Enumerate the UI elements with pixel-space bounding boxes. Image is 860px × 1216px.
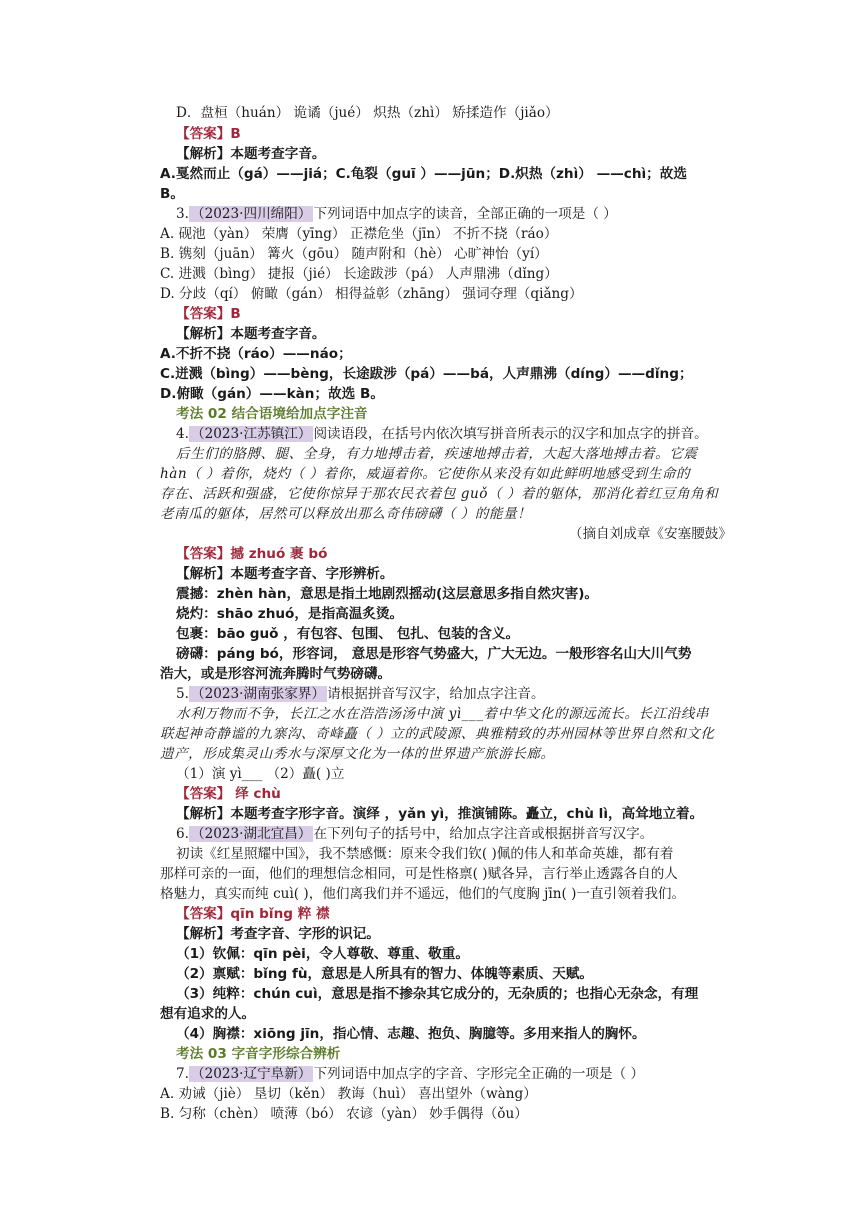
q3-stem (176, 204, 748, 224)
q5-analysis: 【解析】本题考查字形字音。演绎 ，yǎn yì，推演铺陈。矗立，chù lì，高耸地立着。 (176, 806, 704, 822)
q3-analysis-title: 【解析】本题考查字音。 (176, 326, 326, 342)
section-heading-kaofa-02: 考法 02 结合语境给加点字注音 (176, 406, 368, 422)
q3-option-c: C. 进溅（bìng） 捷报（jié） 长途跋涉（pá） 人声鼎沸（dǐng） (160, 266, 558, 282)
q7-source-tag: （2023·辽宁阜新） (190, 1066, 312, 1082)
q6-stem (176, 824, 748, 844)
q3-answer: 【答案】B (176, 306, 241, 322)
q6-analysis-3-cont: 想有追求的人。 (160, 1006, 256, 1022)
q4-question: 阅读语段，在括号内依次填写拼音所表示的汉字和加点字的拼音。 (313, 426, 708, 442)
q5-passage-line-1: 水利万物而不争，长江之水在浩浩汤汤中演 yì___着中华文化的源远流长。长江沿线串 (176, 706, 710, 722)
q5-passage-line-2: 联起神奇静谧的九寨沟、奇峰矗（ ）立的武陵源、典雅精致的苏州园林等世界自然和文化 (160, 726, 715, 742)
q3-option-b: B. 镌刻（juān） 篝火（gōu） 随声附和（hè） 心旷神怡（yí） (160, 246, 548, 262)
q4-passage-line-1: 后生们的胳膊、腿、全身，有力地搏击着，疾速地搏击着，大起大落地搏击着。它震 (176, 446, 698, 462)
q2-analysis-end: B。 (160, 186, 184, 202)
q3-option-d: D. 分歧（qí） 俯瞰（gán） 相得益彰（zhāng） 强词夺理（qiǎng） (160, 286, 583, 302)
q2-option-d: D．盘桓（huán） 诡谲（jué） 炽热（zhì） 矫揉造作（jiǎo） (176, 105, 559, 121)
q6-number: 6. (176, 826, 189, 842)
q4-passage-line-3: 存在、活跃和强盛，它使你惊异于那农民衣着包 guǒ（ ）着的躯体，那消化着红豆角角和 (160, 486, 719, 502)
q4-answer: 【答案】撼 zhuó 裹 bó (176, 546, 328, 562)
q4-analysis-zhenhan: 震撼：zhèn hàn，意思是指土地剧烈摇动(这层意思多指自然灾害)。 (176, 586, 599, 602)
q6-passage-line-2: 那样可亲的一面，他们的理想信念相同，可是性格禀( )赋各异，言行举止透露各自的人 (160, 866, 678, 882)
q4-stem (176, 424, 748, 444)
q6-analysis-title: 【解析】考查字音、字形的识记。 (176, 926, 380, 942)
q5-answer: 【答案】 绎 chù (176, 786, 281, 802)
q3-analysis-a: A.不折不挠（ráo）——náo； (160, 346, 352, 362)
q6-question: 在下列句子的括号中，给加点字注音或根据拼音写汉字。 (313, 826, 654, 842)
q3-option-a: A. 砚池（yàn） 荣膺（yīng） 正襟危坐（jīn） 不折不挠（ráo） (160, 226, 558, 242)
q5-number: 5. (176, 686, 189, 702)
q6-answer: 【答案】qīn bǐng 粹 襟 (176, 906, 330, 922)
q4-analysis-baoguo: 包裹：bāo guǒ ，有包容、包围、 包扎、包装的含义。 (176, 626, 520, 642)
q4-number: 4. (176, 426, 189, 442)
q5-stem (176, 684, 748, 704)
q6-passage-line-1: 初读《红星照耀中国》，我不禁感慨：原来令我们钦( )佩的伟人和革命英雄，都有着 (176, 846, 674, 862)
q3-source-tag: （2023·四川绵阳） (190, 206, 312, 222)
q6-analysis-2: （2）禀赋：bǐng fù，意思是人所具有的智力、体魄等素质、天赋。 (176, 966, 594, 982)
section-heading-kaofa-03: 考法 03 字音字形综合辨析 (176, 1046, 341, 1062)
q4-analysis-title: 【解析】本题考查字音、字形辨析。 (176, 566, 394, 582)
q7-number: 7. (176, 1066, 189, 1082)
q4-analysis-shaozhuo: 烧灼：shāo zhuó，是指高温炙烫。 (176, 606, 404, 622)
q3-analysis-d: D.俯瞰（gán）——kàn；故选 B。 (160, 386, 384, 402)
q5-question: 请根据拼音写汉字，给加点字注音。 (327, 686, 545, 702)
q4-analysis-pangbo-cont: 浩大，或是形容河流奔腾时气势磅礴。 (160, 666, 392, 682)
q4-passage-line-4: 老南瓜的躯体，居然可以释放出那么奇伟磅礴（ ）的能量！ (160, 506, 532, 522)
q6-analysis-3: （3）纯粹：chún cuì，意思是指不掺杂其它成分的，无杂质的；也指心无杂念，有理 (176, 986, 699, 1002)
q4-citation: （摘自刘成章《安塞腰鼓》 (568, 526, 732, 542)
q6-passage-line-3: 格魅力，真实而纯 cuì( )，他们离我们并不遥远，他们的气度胸 jīn( )一直引领着我们。 (160, 886, 686, 902)
q6-analysis-1: （1）钦佩：qīn pèi，令人尊敬、尊重、敬重。 (176, 946, 469, 962)
q3-number: 3. (176, 206, 189, 222)
q7-stem (176, 1064, 748, 1084)
q3-analysis-c: C.迸溅（bìng）——bèng，长途跋涉（pá）——bá，人声鼎沸（díng）——dǐng； (160, 366, 693, 382)
q2-analysis-body: A.戛然而止（gá）——jiá；C.龟裂（guī ）——jūn；D.炽热（zhì） ——chì；故选 (160, 166, 687, 182)
q4-source-tag: （2023·江苏镇江） (190, 426, 312, 442)
q4-passage-line-2: hàn（ ）着你，烧灼（ ）着你，威逼着你。它使你从来没有如此鲜明地感受到生命的 (160, 466, 691, 482)
q5-source-tag: （2023·湖南张家界） (190, 686, 326, 702)
q7-option-a: A. 劝诫（jiè） 垦切（kěn） 教诲（huì） 喜出望外（wàng） (160, 1086, 537, 1102)
q7-question: 下列词语中加点字的字音、字形完全正确的一项是（ ） (313, 1066, 645, 1082)
q5-blanks: （1）演 yì___ （2）矗( )立 (176, 766, 345, 782)
q2-analysis-title: 【解析】本题考查字音。 (176, 146, 326, 162)
q6-analysis-4: （4）胸襟：xiōng jīn，指心情、志趣、抱负、胸臆等。多用来指人的胸怀。 (176, 1026, 646, 1042)
q4-analysis-pangbo: 磅礴：páng bó，形容词， 意思是形容气势盛大，广大无边。一般形容名山大川气势 (176, 646, 692, 662)
q5-passage-line-3: 遗产，形成集灵山秀水与深厚文化为一体的世界遗产旅游长廊。 (160, 746, 555, 762)
q7-option-b: B. 匀称（chèn） 喷薄（bó） 农谚（yàn） 妙手偶得（ǒu） (160, 1106, 528, 1122)
q6-source-tag: （2023·湖北宜昌） (190, 826, 312, 842)
q2-answer: 【答案】B (176, 126, 241, 142)
q3-question: 下列词语中加点字的读音，全部正确的一项是（ ） (313, 206, 617, 222)
